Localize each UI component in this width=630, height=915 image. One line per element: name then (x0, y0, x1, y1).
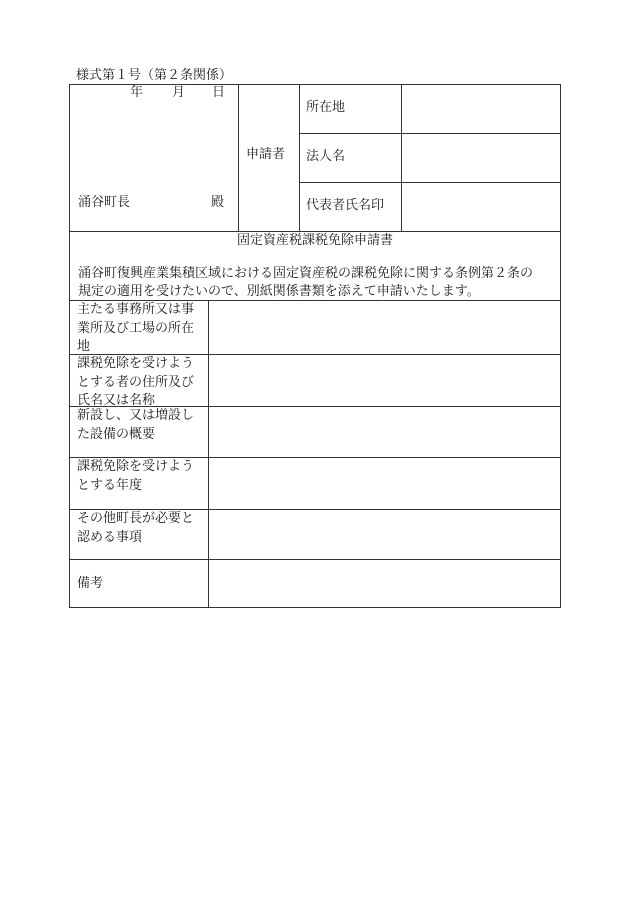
row-label-exemption-year: 課税免除を受けよう とする年度 (77, 459, 195, 493)
document-title: 固定資産税課税免除申請書 (236, 233, 393, 248)
exemption-year-input[interactable] (209, 458, 560, 509)
form-number-label: 様式第１号（第２条関係） (76, 68, 233, 83)
applicant-header: 申請者 (246, 147, 286, 162)
body-text-line-2: 規定の適用を受けたいので、別紙関係書類を添えて申請いたします。 (78, 284, 480, 299)
addressee-name: 涌谷町長 (78, 195, 131, 210)
address-input[interactable] (402, 85, 560, 132)
row-label-other-matters: その他町長が必要と 認める事項 (77, 511, 195, 545)
date-day-label: 日 (212, 85, 226, 100)
row-label-equipment-summary: 新設し、又は増設し た設備の概要 (77, 408, 195, 442)
divider (238, 84, 239, 232)
representative-input[interactable] (402, 183, 560, 231)
field-label-address: 所在地 (306, 100, 346, 115)
field-label-representative: 代表者氏名印 (306, 198, 385, 213)
body-text-line-1: 涌谷町復興産業集積区域における固定資産税の課税免除に関する条例第２条の (78, 266, 534, 281)
divider (299, 84, 300, 232)
addressee-honorific: 殿 (211, 195, 225, 210)
row-label-applicant-name: 課税免除を受けよう とする者の住所及び 氏名又は名称 (77, 356, 195, 408)
office-location-input[interactable] (209, 301, 560, 354)
field-label-corporation-name: 法人名 (306, 149, 346, 164)
date-month-label: 月 (172, 85, 186, 100)
equipment-summary-input[interactable] (209, 407, 560, 457)
other-matters-input[interactable] (209, 510, 560, 559)
remarks-input[interactable] (209, 560, 560, 607)
date-year-label: 年 (130, 85, 144, 100)
row-label-office-location: 主たる事務所又は事 業所及び工場の所在 地 (77, 302, 195, 354)
row-label-remarks: 備考 (77, 576, 104, 591)
applicant-name-input[interactable] (209, 355, 560, 406)
corporation-name-input[interactable] (402, 134, 560, 181)
